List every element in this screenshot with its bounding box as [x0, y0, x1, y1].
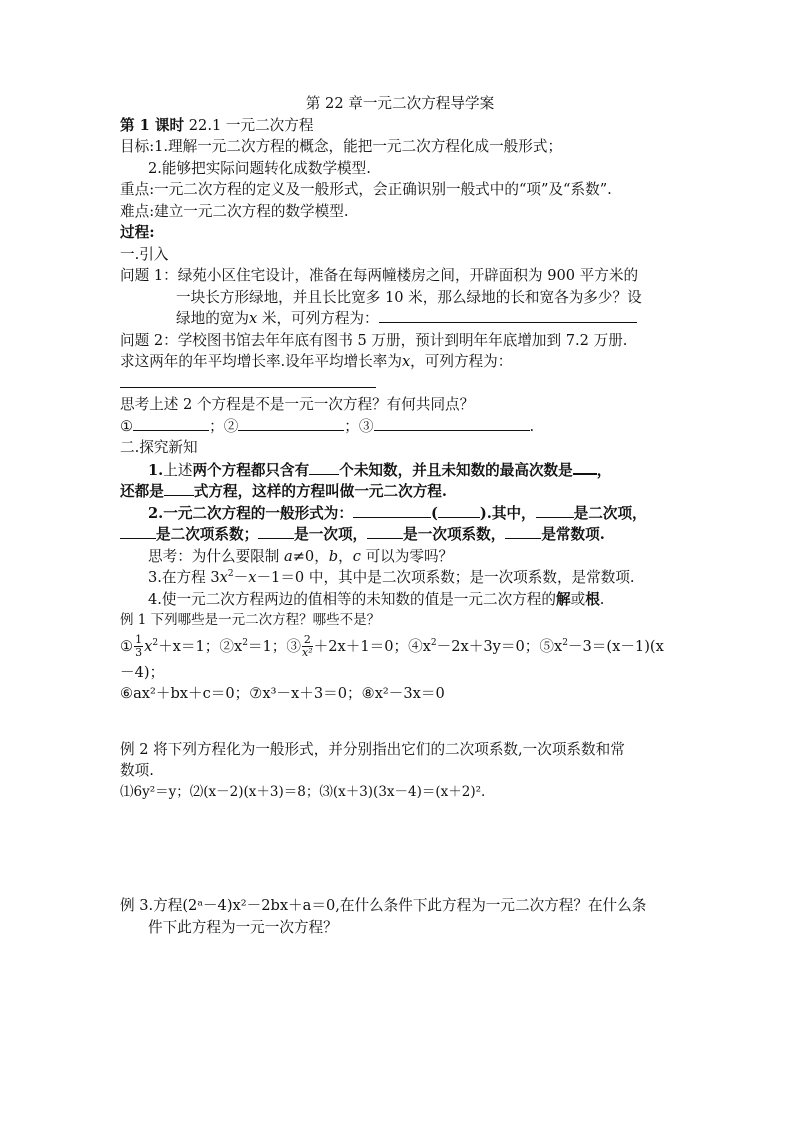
goal-line-1: 目标:1.理解一元二次方程的概念，能把一元二次方程化成一般形式；	[120, 138, 563, 155]
answer-blank[interactable]	[353, 503, 431, 518]
point-text: (	[430, 504, 438, 522]
variable-b: b	[328, 547, 339, 565]
example-2-line-1: 例 2 将下列方程化为一般形式，并分别指出它们的二次项系数,一次项系数和常	[120, 740, 625, 758]
point-text: .	[599, 590, 605, 608]
point-4	[120, 589, 680, 611]
document-body	[120, 93, 680, 938]
example-3-line-2: 件下此方程为一元一次方程？	[148, 918, 338, 936]
point-text: 两个方程都只含有	[192, 461, 310, 479]
point-text: 3.在方程 3	[148, 569, 220, 586]
point-text: －	[233, 569, 249, 586]
point-text: 或	[570, 590, 586, 608]
goal-line-2: 2.能够把实际问题转化成数学模型.	[148, 159, 371, 177]
eq-text: ＋2x＋1＝0；④x	[313, 637, 431, 655]
end-mark: .	[529, 417, 535, 435]
example-2-line-2: 数项.	[120, 762, 154, 779]
point-text: 上述	[163, 461, 193, 479]
answer-blank[interactable]	[120, 524, 156, 539]
point-text: 4.使一元二次方程两边的值相等的未知数的值是一元二次方程的	[148, 590, 556, 608]
page-title: 第 22 章一元二次方程导学案	[305, 95, 495, 112]
answer-blank[interactable]	[536, 503, 574, 518]
point-text: 是一次项系数，	[403, 526, 506, 543]
key-points: 重点:一元二次方程的定义及一般形式，会正确识别一般式中的“项”及“系数”.	[120, 181, 612, 198]
problem-1-text: 绿地的宽为	[176, 310, 249, 327]
section-intro-heading: 一.引入	[120, 245, 169, 263]
variable-c: c	[352, 547, 361, 565]
answer-blank[interactable]	[120, 373, 376, 388]
point-text: 是二次项系数；	[156, 526, 259, 543]
denominator: 3	[135, 646, 143, 659]
point-text: 个未知数，并且未知数的最高次数是	[339, 461, 573, 479]
problem-2-text-2: ，可列方程为：	[410, 353, 513, 370]
variable-x: x	[219, 569, 228, 586]
answer-blank[interactable]	[505, 524, 541, 539]
answer-blank[interactable]	[374, 416, 530, 431]
example-1-equations: ① $\frac{1}{3}$ $x^2+x=1$；$②x^2=1$；③ $\frac{2}{\text{x²}}$ ＋2x＋1＝0；$④x^2-2x+3y=0$；$⑤x^2-3=(x-1)(x$	[120, 633, 664, 659]
fraction-one-third	[134, 634, 143, 659]
think-text: ≠0，	[292, 547, 329, 565]
answer-blank[interactable]	[164, 481, 194, 496]
blank-label-2: ；②	[209, 417, 239, 435]
point-1-line-1	[120, 459, 680, 482]
point-text: 是二次项，	[573, 504, 647, 522]
point-3: 3.在方程 $3x^2-x-1=0$ 中，其中是二次项系数；是一次项系数，是常数项.	[148, 569, 635, 586]
answer-blank[interactable]	[438, 503, 480, 518]
example-1-intro: 例 1 下列哪些是一元二次方程？哪些不是？	[120, 612, 381, 628]
eq-marker: ①	[120, 637, 134, 655]
example-3-line-1: 例 3.方程(2ᵃ－4)x²－2bx＋a＝0,在什么条件下此方程为一元二次方程？在什么条	[120, 897, 647, 914]
point-text: 还都是	[120, 483, 164, 500]
think-text: 可以为零吗？	[360, 547, 454, 565]
answer-space[interactable]	[120, 803, 680, 895]
keyword-root: 根	[585, 590, 600, 608]
think-text: ，	[338, 547, 353, 565]
problem-1-line-3	[120, 308, 680, 330]
answer-blank[interactable]	[573, 459, 597, 475]
problem-1-line-2: 一块长方形绿地，并且长比宽多 10 米，那么绿地的长和宽各为多少？设	[176, 288, 642, 306]
point-text: －1＝0 中，其中是二次项系数；是一次项系数，是常数项.	[256, 569, 635, 586]
problem-2-line-1: 问题 2：学校图书馆去年年底有图书 5 万册，预计到明年年底增加到 7.2 万册.	[120, 331, 628, 349]
eq-text: ＝1；③	[247, 637, 301, 655]
variable-x: x	[401, 353, 411, 370]
answer-blank[interactable]	[309, 460, 339, 475]
point-text: 是一次项，	[294, 526, 368, 543]
variable-x: x	[248, 310, 258, 327]
point-text: ).其中，	[479, 504, 536, 522]
problem-1-text-2: 米，可列方程为：	[257, 310, 379, 327]
eq-text: －2x＋3y＝0；⑤x	[436, 637, 563, 655]
point-2-line-1	[120, 503, 680, 525]
think-question-2	[120, 546, 680, 568]
variable-x: x	[248, 569, 257, 586]
section-explore-heading: 二.探究新知	[120, 439, 198, 456]
answer-blank[interactable]	[238, 416, 344, 431]
example-1-equations-row-3: ⑥ax²＋bx＋c＝0；⑦x³－x＋3＝0；⑧x²－3x＝0	[120, 685, 445, 702]
point-number: 1.	[148, 461, 164, 479]
blank-label-1: ①	[120, 417, 134, 435]
lesson-heading	[120, 115, 680, 137]
lesson-topic: 22.1 一元二次方程	[184, 116, 314, 134]
problem-1-line-1: 问题 1：绿苑小区住宅设计，准备在每两幢楼房之间，开辟面积为 900 平方米的	[120, 267, 639, 284]
example-1-equations-cont: －4)；	[120, 663, 165, 681]
blank-label-3: ；③	[344, 417, 374, 435]
problem-2-line-2	[120, 351, 680, 373]
process-heading: 过程:	[120, 224, 155, 241]
blanks-row	[120, 416, 680, 438]
point-text: 式方程，这样的方程叫做一元二次方程.	[193, 483, 447, 500]
point-2-line-2	[120, 524, 680, 546]
think-text: 思考：为什么要限制	[148, 547, 284, 565]
think-question-1: 思考上述 2 个方程是不是一元一次方程？有何共同点？	[120, 396, 475, 413]
answer-blank[interactable]	[379, 308, 637, 323]
fraction-two-over-x-squared	[302, 634, 313, 659]
answer-blank[interactable]	[367, 524, 403, 539]
answer-blank[interactable]	[133, 416, 209, 431]
keyword-solution: 解	[555, 590, 571, 608]
numerator: 2	[303, 633, 311, 646]
answer-line-blank[interactable]	[120, 373, 680, 395]
eq-text: －3＝(x－1)(x	[567, 637, 664, 655]
variable-a: a	[283, 547, 293, 565]
lesson-number: 第 1 课时	[120, 116, 185, 134]
point-text: ，	[596, 461, 612, 479]
eq-text: ＋x＝1；②x	[158, 637, 243, 655]
answer-blank[interactable]	[258, 524, 294, 539]
point-text: 是常数项.	[541, 526, 605, 543]
example-2-equations: ⑴6y²＝y；⑵(x－2)(x＋3)＝8；⑶(x＋3)(3x－4)＝(x＋2)².	[120, 783, 486, 800]
denominator: x²	[302, 646, 313, 659]
problem-2-text: 求这两年的年平均增长率.设年平均增长率为	[120, 353, 402, 370]
numerator: 1	[135, 633, 143, 646]
answer-space[interactable]	[120, 705, 680, 739]
difficulty: 难点:建立一元二次方程的数学模型.	[120, 202, 349, 220]
point-text: 2.一元二次方程的一般形式为：	[148, 504, 353, 522]
point-1-line-2	[120, 481, 680, 503]
